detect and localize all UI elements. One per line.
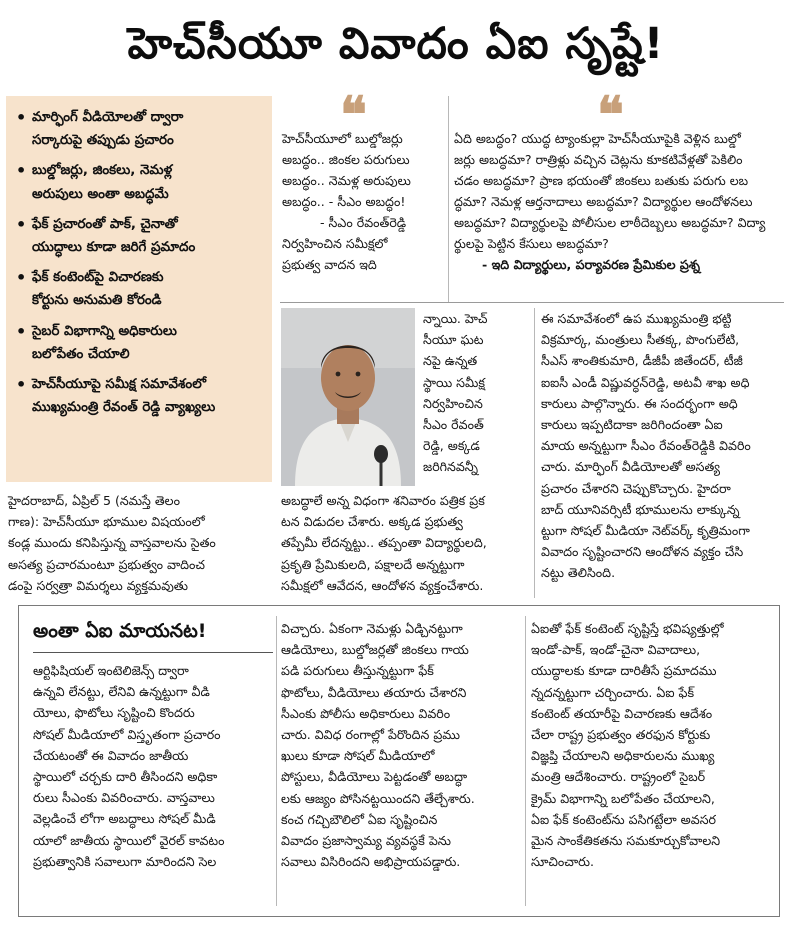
- box-line: చారు. వివిధ రంగాల్లో పేరొందిన ప్రము: [281, 727, 460, 743]
- body-line: బాద్‌ యూనివర్సిటీ భూములను లాక్కున్న: [541, 501, 740, 517]
- highlight-text: ఫేక్‌ కంటెంట్‌పై విచారణకు: [32, 270, 164, 286]
- body-line: విక్రమార్క, మంత్రులు సీతక్క, పొంగులేటి,: [541, 332, 740, 348]
- box-column-2: [281, 618, 521, 872]
- cm-portrait-image: [281, 308, 415, 486]
- box-line: ఆడియోలు, బుల్డోజర్లతో జింకలు గాయ: [281, 642, 469, 658]
- body-line: వివాదం సృష్టించారని ఆందోళన వ్యక్తం చేసి: [541, 544, 744, 560]
- highlight-item: [16, 320, 264, 366]
- body-line: ఐఐసీ ఎండీ విష్ణువర్ధన్‌రెడ్డి, అటవీ శాఖ అధి: [541, 374, 750, 390]
- highlight-text: కోర్టును అనుమతి కోరండి: [32, 293, 162, 309]
- quote-line: అబద్ధం.. నెమళ్ల అరుపులు: [282, 173, 411, 188]
- highlight-text: అరుపులు అంతా అబద్ధమే: [32, 186, 169, 202]
- quote-divider: [448, 96, 449, 302]
- cm-photo: [281, 308, 415, 486]
- box-line: యుద్ధాలకు కూడా దారితీసే ప్రమాదము: [531, 663, 717, 679]
- body-line: న్నాయి. హెచ్‌: [423, 311, 488, 326]
- box-line: సవాలు విసిరిందని అభిప్రాయపడ్డారు.: [281, 854, 461, 870]
- box-line: లకు ఆజ్యం పోసినట్టయిందని తేల్చేశారు.: [281, 790, 475, 806]
- open-quote-icon: ❝: [340, 85, 367, 144]
- body-line: అసత్య ప్రచారమంటూ ప్రభుత్వం వాదించ: [8, 556, 205, 572]
- box-line: క్రైమ్‌ విభాగాన్ని బలోపేతం చేయాలని,: [531, 790, 715, 806]
- box-line: చేయటంతో ఈ వివాదం జాతీయ: [33, 747, 189, 763]
- box-line: ఫొటోలు, వీడియోలు తయారు చేశారని: [281, 684, 467, 700]
- highlight-item: [16, 106, 264, 152]
- highlight-text: యుద్ధాలు కూడా జరిగే ప్రమాదం: [32, 240, 196, 256]
- quote-line: అబద్ధం.. - సీఎం అబద్ధం!: [282, 194, 406, 209]
- body-line: తప్పేమీ లేదన్నట్టు.. తప్పంతా విద్యార్థులది,: [281, 535, 487, 551]
- quote-attribution: నిర్వహించిన సమీక్షలో: [282, 236, 388, 251]
- highlight-text: సైబర్‌ విభాగాన్ని అధికారులు: [32, 323, 177, 339]
- quote-line: అబద్ధం.. జింకల పరుగులు: [282, 152, 410, 167]
- box-line: ఏఐ ఫేక్‌ కంటెంట్‌ను పసిగట్టేలా అవసర: [531, 811, 717, 827]
- highlight-text: ముఖ్యమంత్రి రేవంత్‌ రెడ్డి వ్యాఖ్యలు: [32, 400, 216, 416]
- box-line: మంత్రి ఆదేశించారు. రాష్ట్రంలో సైబర్‌: [531, 769, 706, 785]
- box-line: స్థాయిలో చర్చకు దారి తీసిందని అధికా: [33, 769, 218, 785]
- highlight-text: హెచ్‌సీయూపై సమీక్ష సమావేశంలో: [32, 377, 206, 393]
- highlight-text: బలోపేతం చేయాలి: [32, 346, 130, 362]
- box-divider: [276, 616, 277, 906]
- headline: హెచ్‌సీయూ వివాదం ఏఐ సృష్టే!: [127, 19, 665, 69]
- body-line: కండ్ల ముందు కనిపిస్తున్న వాస్తవాలను సైతం: [8, 535, 216, 551]
- box-divider: [525, 616, 526, 906]
- quote-line: ఏది అబద్ధం? యుద్ధ ట్యాంకుల్లా హెచ్‌సీయూపైకి వెళ్లిన బుల్డో: [454, 131, 741, 146]
- quote-line: జర్లు అబద్ధమా? రాత్రిళ్లు వచ్చిన చెట్లను కూకటివేళ్లతో పెకిలిం: [454, 152, 743, 167]
- body-line: టన విడుదల చేశారు. అక్కడ ప్రభుత్వ: [281, 514, 463, 530]
- box-line: ఉన్నవి లేనట్టు, లేనివి ఉన్నట్టుగా వీడి: [33, 684, 210, 700]
- highlight-item: [16, 373, 264, 419]
- box-line: విజ్ఞప్తి చేయాలని అధికారులను ముఖ్య: [531, 748, 715, 764]
- quote-right: [454, 128, 784, 275]
- box-line: సూచించారు.: [531, 854, 595, 870]
- highlight-text: బుల్డోజర్లు, జింకలు, నెమళ్ల: [32, 163, 173, 179]
- quote-left: [282, 128, 442, 275]
- subhead-underline: [33, 652, 273, 653]
- bullet-icon: •: [16, 214, 27, 234]
- highlights-list: [6, 96, 272, 419]
- box-line: వివాదం ప్రజాస్వామ్య వ్యవస్థకే పెను: [281, 833, 451, 849]
- body-line: నట్టు తెలిసింది.: [541, 565, 616, 581]
- body-line: ప్రచారం చేశారని చెప్పుకొచ్చారు. హైదరా: [541, 480, 731, 496]
- body-line: జరిగినవన్నీ: [423, 459, 478, 475]
- body-line: గాణ): హెచ్‌సీయూ భూముల విషయంలో: [8, 514, 205, 530]
- box-line: సోషల్‌ మీడియాలో విస్తృతంగా ప్రచారం: [33, 726, 221, 742]
- box-line: ఏఐతో ఫేక్‌ కంటెంట్‌ సృష్టిస్తే భవిష్యత్తుల్లో: [531, 621, 724, 636]
- box-line: ప్రభుత్వానికి సవాలుగా మారిందని సెల: [33, 853, 217, 869]
- sidebar-story-box: [18, 605, 780, 917]
- body-line: ట్టుగా సోషల్‌ మీడియా నెట్‌వర్క్‌ కృత్రిమంగా: [541, 523, 750, 539]
- box-line: విచ్చారు. ఏకంగా నెమళ్లు ఏడ్చినట్టుగా: [281, 621, 463, 636]
- body-line: స్థాయి సమీక్ష: [423, 374, 485, 390]
- bullet-icon: •: [16, 268, 27, 288]
- box-line: ఇండో-పాక్‌, ఇండో-చైనా వివాదాలు,: [531, 642, 701, 658]
- quote-attribution: - సీఎం రేవంత్‌రెడ్డి: [320, 215, 407, 230]
- open-quote-icon: ❝: [597, 85, 624, 144]
- body-line: చారు. మార్ఫింగ్‌ వీడియోలతో అసత్య: [541, 459, 721, 475]
- body-line: నిర్వహించిన: [423, 395, 483, 411]
- column-under-photo: [281, 490, 531, 596]
- section-divider: [280, 302, 784, 303]
- highlight-item: [16, 266, 264, 312]
- box-line: కంటెంట్‌ తయారీపై విచారణకు ఆదేశం: [531, 705, 713, 721]
- column-divider: [534, 308, 535, 598]
- body-line: డంపై సర్వత్రా విమర్శలు వ్యక్తమవుతు: [8, 577, 188, 593]
- box-line: ఆర్టిఫిషియల్‌ ఇంటెలిజెన్స్‌ ద్వారా: [33, 663, 189, 678]
- body-line: కారులు ఇప్పటిదాకా జరిగిందంతా ఏఐ: [541, 417, 723, 433]
- box-line: మైన సాంకేతికతను సమకూర్చుకోవాలని: [531, 833, 721, 849]
- highlight-item: [16, 159, 264, 205]
- body-line: కారులు పాల్గొన్నారు. ఈ సందర్భంగా అధి: [541, 395, 738, 411]
- box-line: ఖులు కూడా సోషల్‌ మీడియాలో: [281, 748, 435, 764]
- body-line: రెడ్డి, అక్కడ: [423, 438, 480, 454]
- box-line: చేలా రాష్ట్ర ప్రభుత్వం తరఫున కోర్టుకు: [531, 727, 711, 743]
- column-left-body: [8, 490, 274, 596]
- quote-line: హెచ్‌సీయూలో బుల్డోజర్లు: [282, 131, 403, 146]
- body-line: హైదరాబాద్‌, ఏప్రిల్‌ 5 (నమస్తే తెలం: [8, 493, 180, 508]
- bullet-icon: •: [16, 375, 27, 395]
- body-line: నపై ఉన్నత: [423, 353, 478, 369]
- body-line: ఈ సమావేశంలో ఉప ముఖ్యమంత్రి భట్టి: [541, 311, 732, 326]
- highlight-text: ఫేక్‌ ప్రచారంతో పాక్‌, చైనాతో: [32, 216, 178, 232]
- highlight-text: మార్ఫింగ్‌ వీడియోలతో ద్వారా: [32, 110, 184, 125]
- body-line: సీఎస్‌ శాంతికుమారి, డీజీపీ జితేందర్‌, టీజీ: [541, 353, 743, 369]
- bullet-icon: •: [16, 161, 27, 181]
- highlight-text: సర్కారుపై తప్పుడు ప్రచారం: [32, 133, 174, 149]
- box-line: పడి పరుగులు తీస్తున్నట్టుగా ఫేక్‌: [281, 663, 434, 679]
- box-line: పోస్టులు, వీడియోలు పెట్టడంతో అబద్ధా: [281, 769, 468, 785]
- body-line: ప్రకృతి ప్రేమికులది, పక్షాలదే అన్నట్టుగా: [281, 556, 465, 572]
- quote-attribution: - ఇది విద్యార్థులు, పర్యావరణ ప్రేమికుల ప్రశ్న: [482, 257, 701, 272]
- body-line: మాయ అన్నట్టుగా సీఎం రేవంత్‌రెడ్డికి వివరిం: [541, 438, 751, 454]
- box-line: యాలో జాతీయ స్థాయిలో వైరల్‌ కావటం: [33, 832, 225, 848]
- quote-line: చడం అబద్ధమా? ప్రాణ భయంతో జింకలు బతుకు పరుగు లబ: [454, 173, 749, 188]
- box-line: సీఎంకు పోలీసు అధికారులు వివరిం: [281, 705, 451, 721]
- body-line: సమీక్షలో ఆవేదన, ఆందోళన వ్యక్తంచేశారు.: [281, 577, 484, 593]
- highlight-item: [16, 213, 264, 259]
- box-line: కంచ గచ్చిబౌలిలో ఏఐ సృష్టించిన: [281, 811, 438, 827]
- box-line: యోలు, ఫొటోలు సృష్టించి కొందరు: [33, 705, 195, 721]
- column-right-body: [541, 308, 786, 584]
- column-beside-photo: [423, 308, 527, 478]
- box-column-3: [531, 618, 771, 872]
- body-line: సీఎం రేవంత్‌: [423, 417, 484, 433]
- body-line: సీయూ ఘట: [423, 332, 484, 348]
- box-line: రులు సీఎంకు వివరించారు. వాస్తవాలు: [33, 790, 215, 806]
- body-line: అబద్ధాలే అన్న విధంగా శనివారం పత్రిక ప్రక: [281, 493, 485, 508]
- box-line: వెల్లడించే లోగా అబద్ధాలు సోషల్‌ మీడి: [33, 811, 216, 827]
- bullet-icon: •: [16, 108, 27, 127]
- box-line: న్నదన్నట్టుగా చర్చించారు. ఏఐ ఫేక్‌: [531, 684, 695, 700]
- quote-attribution: ప్రభుత్వ వాదన ఇది: [282, 257, 377, 272]
- box-subhead: అంతా ఏఐ మాయనట!: [33, 620, 207, 642]
- highlights-sidebar: [6, 96, 272, 482]
- box-column-1: [33, 660, 273, 872]
- bullet-icon: •: [16, 321, 27, 341]
- quote-line: ర్థులపై పెట్టిన కేసులు అబద్ధమా?: [454, 236, 609, 251]
- quote-line: అబద్ధమా? విద్యార్థులపై పోలీసుల లాఠీదెబ్బలు అబద్ధమా? విద్యా: [454, 215, 766, 230]
- quote-line: ద్ధమా? నెమళ్ల ఆర్తనాదాలు అబద్ధమా? విద్యార్థుల ఆందోళనలు: [454, 194, 753, 209]
